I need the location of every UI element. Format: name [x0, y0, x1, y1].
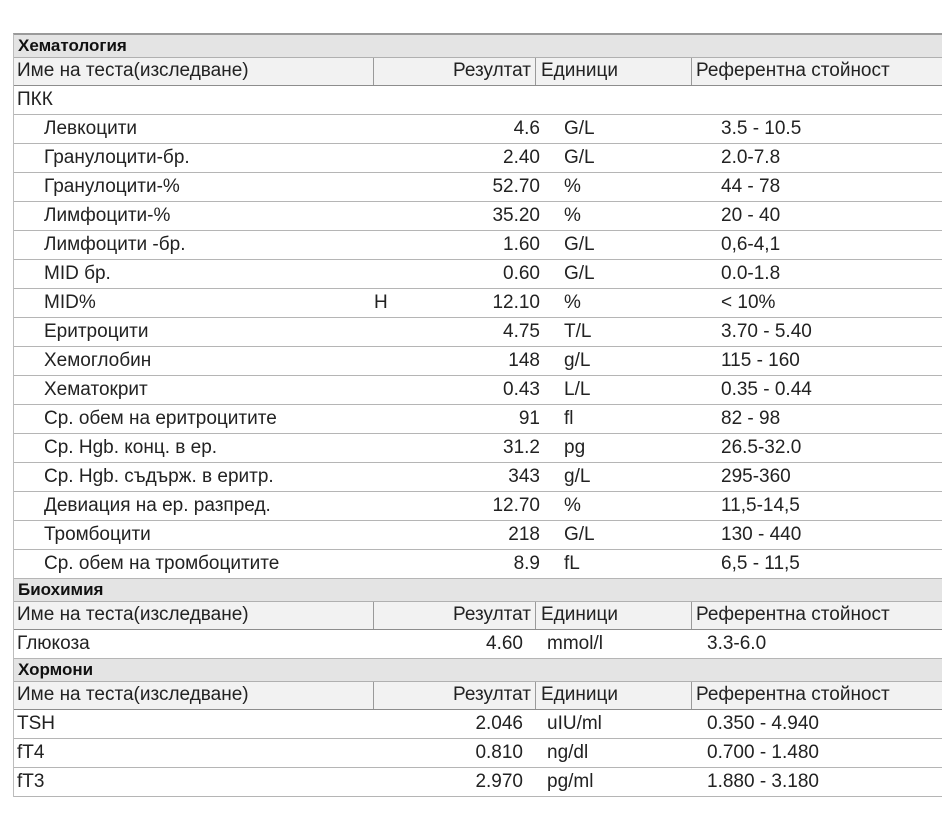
section-2 [14, 659, 942, 797]
reference-range: 3.5 - 10.5 [721, 118, 802, 139]
test-result: 0.60 [503, 263, 540, 284]
abnormal-flag [374, 202, 394, 230]
table-row [14, 492, 942, 521]
table-row [14, 630, 942, 659]
table-row [14, 550, 942, 579]
abnormal-flag [374, 347, 394, 375]
test-unit: fL [564, 553, 580, 574]
test-name: Гранулоцити-бр. [44, 147, 190, 168]
test-unit: L/L [564, 379, 591, 400]
test-name: Хематокрит [44, 379, 148, 400]
table-row [14, 173, 942, 202]
test-name: Ср. Hgb. съдърж. в еритр. [44, 466, 274, 487]
test-result: 0.810 [475, 742, 523, 763]
test-unit: G/L [564, 118, 595, 139]
test-name: fT4 [17, 742, 45, 763]
column-header-name: Име на теста(изследване) [14, 58, 374, 85]
test-unit: T/L [564, 321, 592, 342]
abnormal-flag [374, 405, 394, 433]
column-header-unit: Единици [536, 682, 692, 709]
test-unit: G/L [564, 147, 595, 168]
group-label: ПКК [14, 86, 942, 115]
reference-range: 0.700 - 1.480 [707, 742, 819, 763]
abnormal-flag [374, 115, 394, 143]
test-result: 91 [518, 408, 540, 429]
table-row [14, 710, 942, 739]
reference-range: 0.35 - 0.44 [721, 379, 812, 400]
column-header-row [14, 602, 942, 630]
table-row [14, 289, 942, 318]
table-row [14, 260, 942, 289]
test-result: 4.6 [513, 118, 540, 139]
section-1 [14, 579, 942, 659]
section-title: Хормони [14, 659, 942, 682]
test-name: Ср. обем на еритроцитите [44, 408, 277, 429]
test-unit: fl [564, 408, 574, 429]
test-result: 31.2 [503, 437, 540, 458]
table-row [14, 521, 942, 550]
column-header-row [14, 58, 942, 86]
test-unit: G/L [564, 263, 595, 284]
test-name: Еритроцити [44, 321, 149, 342]
table-row [14, 231, 942, 260]
table-row [14, 318, 942, 347]
reference-range: 6,5 - 11,5 [721, 553, 800, 574]
abnormal-flag [374, 144, 394, 172]
abnormal-flag [374, 492, 394, 520]
reference-range: 3.70 - 5.40 [721, 321, 812, 342]
column-header-result: Резултат [374, 602, 536, 629]
test-unit: % [564, 495, 581, 516]
test-result: 2.970 [475, 771, 523, 792]
test-unit: pg/ml [547, 771, 594, 792]
test-result: 12.70 [492, 495, 540, 516]
test-name: fT3 [17, 771, 45, 792]
reference-range: 295-360 [721, 466, 791, 487]
table-row [14, 463, 942, 492]
column-header-reference: Референтна стойност [696, 604, 890, 625]
section-0 [14, 35, 942, 579]
abnormal-flag [374, 550, 394, 578]
test-unit: uIU/ml [547, 713, 602, 734]
column-header-row [14, 682, 942, 710]
column-header-reference: Референтна стойност [696, 684, 890, 705]
test-result: 218 [508, 524, 540, 545]
table-row [14, 768, 942, 797]
reference-range: 115 - 160 [721, 350, 800, 371]
column-header-result: Резултат [374, 58, 536, 85]
test-unit: G/L [564, 524, 595, 545]
reference-range: 11,5-14,5 [721, 495, 800, 516]
test-result: 2.046 [475, 713, 523, 734]
reference-range: 82 - 98 [721, 408, 781, 429]
reference-range: 3.3-6.0 [707, 633, 767, 654]
table-row [14, 347, 942, 376]
section-title: Хематология [14, 35, 942, 58]
test-result: 4.75 [503, 321, 540, 342]
test-result: 0.43 [503, 379, 540, 400]
test-result: 148 [508, 350, 540, 371]
column-header-reference: Референтна стойност [696, 60, 890, 81]
abnormal-flag [374, 231, 394, 259]
table-row [14, 739, 942, 768]
test-name: Лимфоцити-% [44, 205, 171, 226]
lab-results-report [13, 33, 942, 797]
column-header-unit: Единици [536, 602, 692, 629]
reference-range: < 10% [721, 292, 776, 313]
column-header-unit: Единици [536, 58, 692, 85]
abnormal-flag [374, 463, 394, 491]
test-result: 35.20 [492, 205, 540, 226]
test-unit: mmol/l [547, 633, 603, 654]
test-unit: % [564, 176, 581, 197]
reference-range: 44 - 78 [721, 176, 781, 197]
test-name: TSH [17, 713, 55, 734]
reference-range: 0.350 - 4.940 [707, 713, 819, 734]
table-row [14, 202, 942, 231]
abnormal-flag [374, 434, 394, 462]
reference-range: 1.880 - 3.180 [707, 771, 819, 792]
abnormal-flag [374, 260, 394, 288]
test-unit: pg [564, 437, 586, 458]
table-row [14, 144, 942, 173]
table-row [14, 115, 942, 144]
column-header-name: Име на теста(изследване) [14, 682, 374, 709]
abnormal-flag [374, 318, 394, 346]
test-name: Гранулоцити-% [44, 176, 180, 197]
test-name: Хемоглобин [44, 350, 152, 371]
test-name: MID бр. [44, 263, 111, 284]
test-name: Девиация на ер. разпред. [44, 495, 271, 516]
reference-range: 0.0-1.8 [721, 263, 781, 284]
reference-range: 130 - 440 [721, 524, 802, 545]
test-unit: % [564, 292, 581, 313]
section-title: Биохимия [14, 579, 942, 602]
reference-range: 2.0-7.8 [721, 147, 781, 168]
test-unit: G/L [564, 234, 595, 255]
test-unit: g/L [564, 350, 591, 371]
test-name: Левкоцити [44, 118, 138, 139]
reference-range: 20 - 40 [721, 205, 781, 226]
test-result: 12.10 [492, 292, 540, 313]
test-unit: ng/dl [547, 742, 589, 763]
abnormal-flag [374, 173, 394, 201]
abnormal-flag [374, 521, 394, 549]
test-name: Глюкоза [17, 633, 90, 654]
test-unit: % [564, 205, 581, 226]
table-row [14, 434, 942, 463]
test-result: 52.70 [492, 176, 540, 197]
reference-range: 0,6-4,1 [721, 234, 781, 255]
test-name: Ср. Hgb. конц. в ер. [44, 437, 218, 458]
abnormal-flag [374, 376, 394, 404]
test-unit: g/L [564, 466, 591, 487]
test-name: MID% [44, 292, 96, 313]
test-result: 2.40 [503, 147, 540, 168]
test-name: Тромбоцити [44, 524, 151, 545]
table-row [14, 376, 942, 405]
column-header-name: Име на теста(изследване) [14, 602, 374, 629]
test-name: Лимфоцити -бр. [44, 234, 186, 255]
abnormal-flag: H [374, 292, 388, 313]
reference-range: 26.5-32.0 [721, 437, 802, 458]
test-result: 8.9 [513, 553, 540, 574]
column-header-result: Резултат [374, 682, 536, 709]
test-result: 4.60 [486, 633, 523, 654]
test-result: 1.60 [503, 234, 540, 255]
test-result: 343 [508, 466, 540, 487]
test-name: Ср. обем на тромбоцитите [44, 553, 280, 574]
table-row [14, 405, 942, 434]
